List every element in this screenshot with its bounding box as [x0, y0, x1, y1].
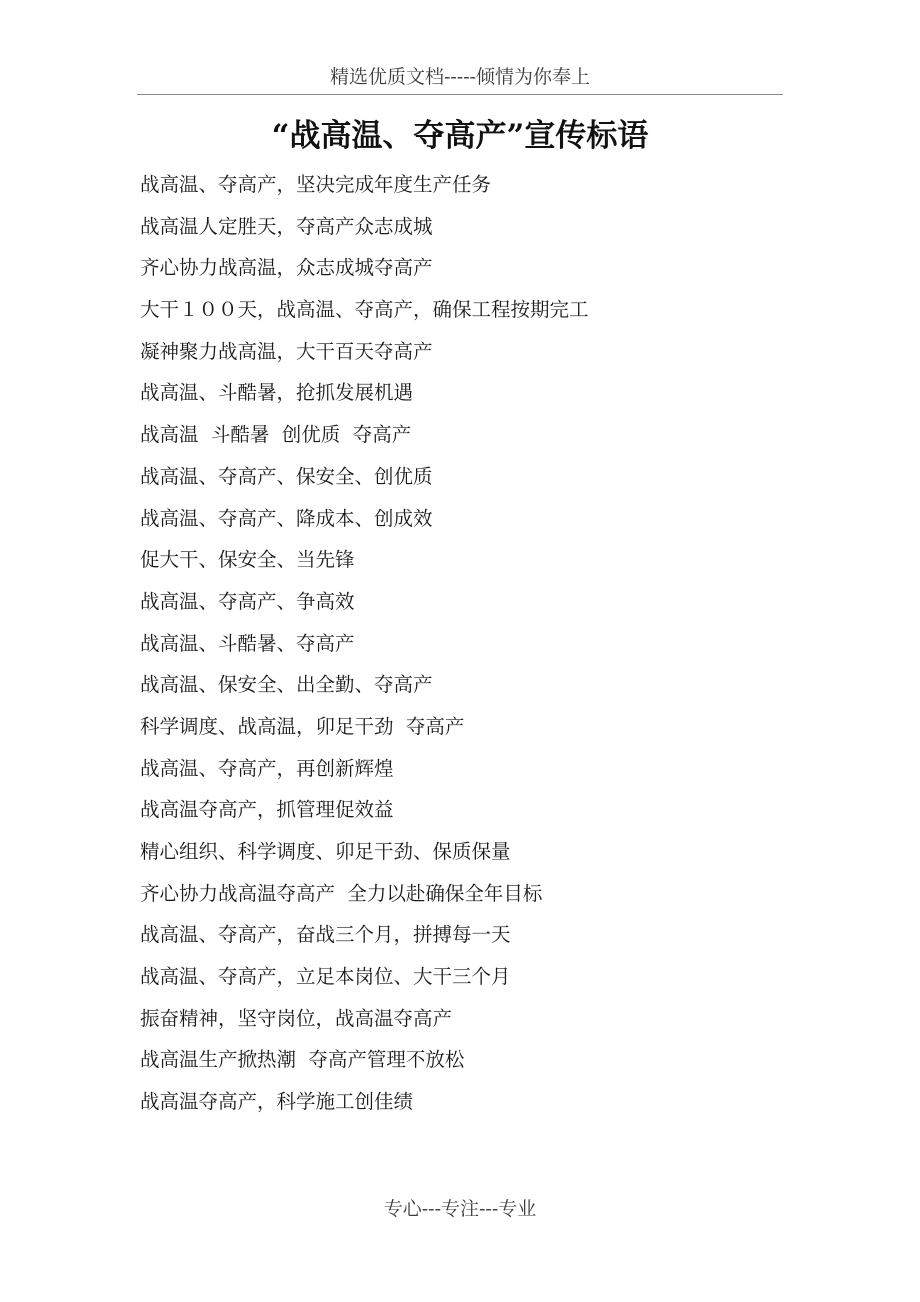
page-footer	[0, 1194, 920, 1224]
page-header	[137, 62, 783, 95]
slogan-list	[140, 164, 800, 1123]
slogan-item: 齐心协力战高温，众志成城夺高产	[140, 256, 433, 280]
slogan-item: 战高温、夺高产，奋战三个月，拼搏每一天	[140, 923, 511, 947]
slogan-item: 战高温、夺高产、降成本、创成效	[140, 506, 433, 530]
slogan-item: 精心组织、科学调度、卯足干劲、保质保量	[140, 840, 511, 863]
slogan-item: 凝神聚力战高温，大干百天夺高产	[140, 339, 433, 363]
slogan-item: 战高温、夺高产、保安全、创优质	[140, 464, 433, 488]
slogan-item: 战高温、斗酷暑、夺高产	[140, 631, 355, 655]
slogan-item: 战高温、保安全、出全勤、夺高产	[140, 673, 433, 697]
slogan-item: 战高温夺高产，抓管理促效益	[140, 798, 394, 822]
slogan-item: 战高温 斗酷暑 创优质 夺高产	[140, 423, 412, 447]
footer-text: 专心---专注---专业	[383, 1198, 537, 1220]
document-title: “战高温、夺高产”宣传标语	[271, 118, 649, 154]
slogan-item: 战高温、夺高产，再创新辉煌	[140, 756, 394, 780]
slogan-item: 战高温、斗酷暑，抢抓发展机遇	[140, 381, 414, 405]
slogan-item: 科学调度、战高温，卯足干劲 夺高产	[140, 714, 465, 738]
slogan-item: 战高温生产掀热潮 夺高产管理不放松	[140, 1048, 465, 1072]
slogan-item: 战高温人定胜天，夺高产众志成城	[140, 214, 433, 238]
slogan-item: 战高温夺高产，科学施工创佳绩	[140, 1090, 414, 1114]
slogan-item: 战高温、夺高产，立足本岗位、大干三个月	[140, 965, 511, 989]
slogan-item: 大干１００天，战高温、夺高产，确保工程按期完工	[140, 298, 589, 322]
slogan-item: 齐心协力战高温夺高产 全力以赴确保全年目标	[140, 881, 543, 905]
slogan-item: 战高温、夺高产，坚决完成年度生产任务	[140, 173, 492, 196]
slogan-item: 促大干、保安全、当先锋	[140, 548, 355, 572]
header-text: 精选优质文档-----倾情为你奉上	[329, 66, 591, 88]
slogan-item: 战高温、夺高产、争高效	[140, 589, 355, 613]
slogan-item: 振奋精神，坚守岗位，战高温夺高产	[140, 1006, 453, 1030]
